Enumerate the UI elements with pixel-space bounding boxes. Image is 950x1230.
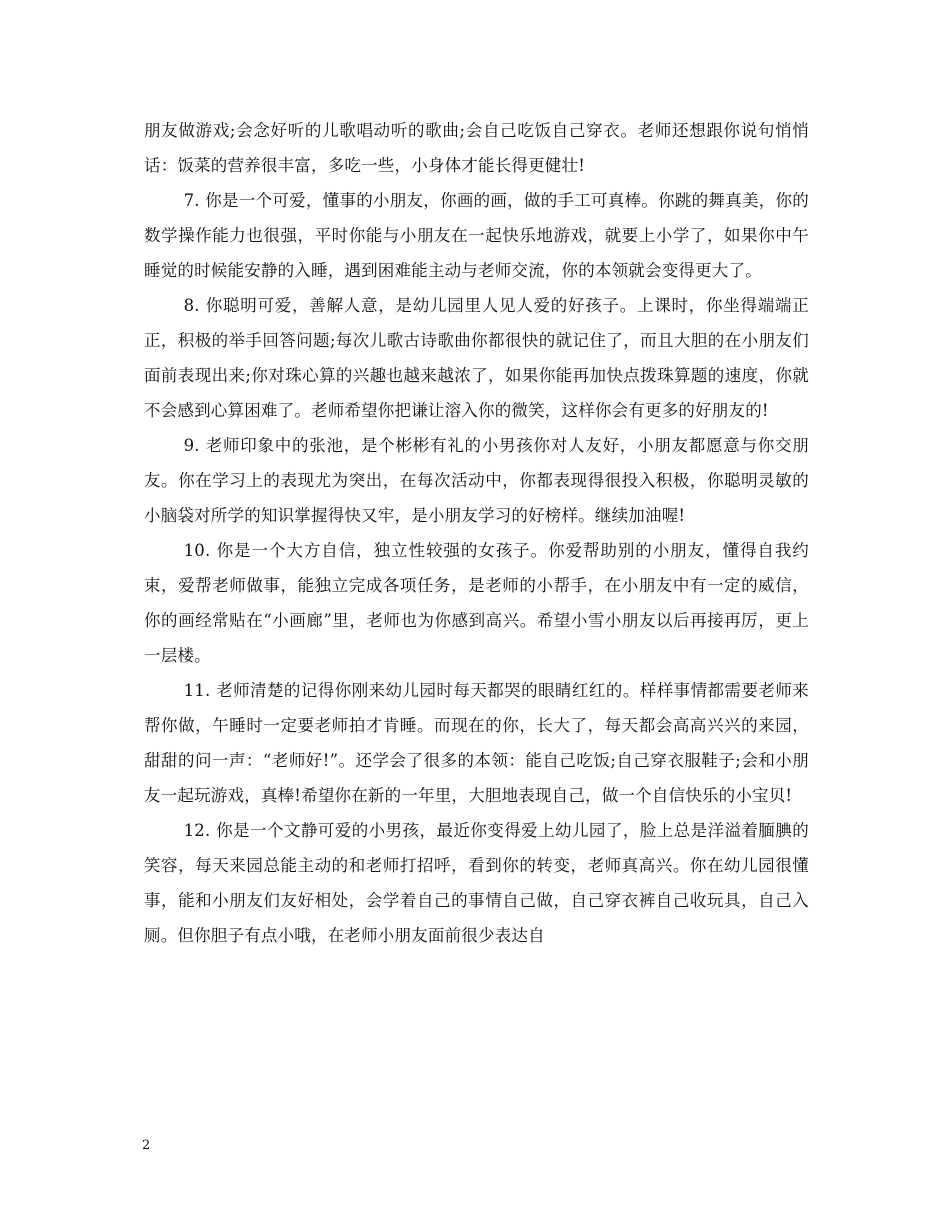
paragraph-item-11: 11. 老师清楚的记得你刚来幼儿园时每天都哭的眼睛红红的。样样事情都需要老师来帮你做，午睡时一定要老师拍才肯睡。而现在的你，长大了，每天都会高高兴兴的来园，甜甜的问一声：“老师好!”。还学会了很多的本领：能自己吃饭;自己穿衣服鞋子;会和小朋友一起玩游戏，真棒!希望你在新的一年里，大胆地表现自己，做一个自信快乐的小宝贝! <box>144 681 809 805</box>
paragraph-item-9: 9. 老师印象中的张池，是个彬彬有礼的小男孩你对人友好，小朋友都愿意与你交朋友。你在学习上的表现尤为突出，在每次活动中，你都表现得很投入积极，你聪明灵敏的小脑袋对所学的知识掌握得快又牢，是小朋友学习的好榜样。继续加油喔! <box>144 436 809 525</box>
page-number: 2 <box>142 1138 151 1153</box>
document-body <box>144 113 809 953</box>
paragraph-item-8: 8. 你聪明可爱，善解人意，是幼儿园里人见人爱的好孩子。上课时，你坐得端端正正，积极的举手回答问题;每次儿歌古诗歌曲你都很快的就记住了，而且大胆的在小朋友们面前表现出来;你对珠心算的兴趣也越来越浓了，如果你能再加快点拨珠算题的速度，你就不会感到心算困难了。老师希望你把谦让溶入你的微笑，这样你会有更多的好朋友的! <box>144 296 809 420</box>
paragraph-item-7: 7. 你是一个可爱，懂事的小朋友，你画的画，做的手工可真棒。你跳的舞真美，你的数学操作能力也很强，平时你能与小朋友在一起快乐地游戏，就要上小学了，如果你中午睡觉的时候能安静的入睡，遇到困难能主动与老师交流，你的本领就会变得更大了。 <box>144 191 809 280</box>
paragraph-continuation: 朋友做游戏;会念好听的儿歌唱动听的歌曲;会自己吃饭自己穿衣。老师还想跟你说句悄悄话：饭菜的营养很丰富，多吃一些，小身体才能长得更健壮! <box>144 121 809 175</box>
paragraph-item-12: 12. 你是一个文静可爱的小男孩，最近你变得爱上幼儿园了，脸上总是洋溢着腼腆的笑容，每天来园总能主动的和老师打招呼，看到你的转变，老师真高兴。你在幼儿园很懂事，能和小朋友们友好相处，会学着自己的事情自己做，自己穿衣裤自己收玩具，自己入厕。但你胆子有点小哦，在老师小朋友面前很少表达自 <box>144 821 809 945</box>
paragraph-item-10: 10. 你是一个大方自信，独立性较强的女孩子。你爱帮助别的小朋友，懂得自我约束，爱帮老师做事，能独立完成各项任务，是老师的小帮手，在小朋友中有一定的威信，你的画经常贴在“小画廊”里，老师也为你感到高兴。希望小雪小朋友以后再接再厉，更上一层楼。 <box>144 541 809 665</box>
